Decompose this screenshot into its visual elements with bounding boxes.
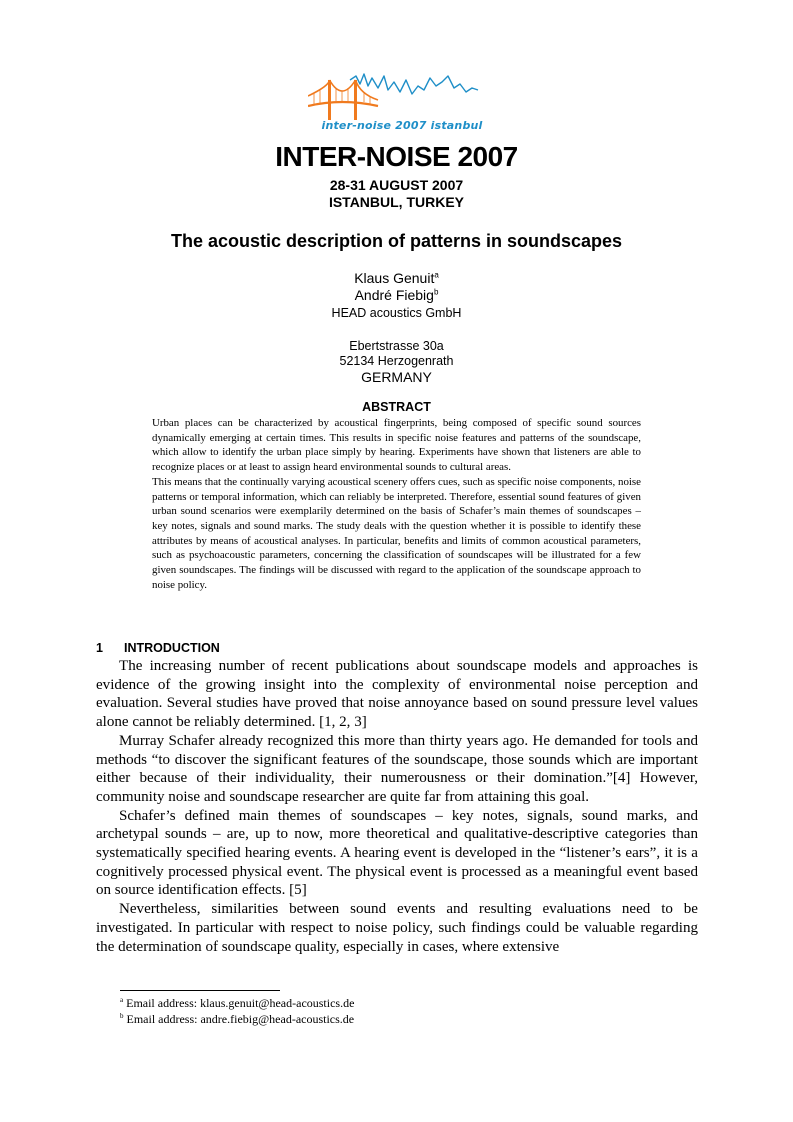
author: André Fiebig$^b$ xyxy=(354,287,439,303)
address-line: 52134 Herzogenrath xyxy=(339,354,454,368)
abstract-paragraph: Urban places can be characterized by acoustical fingerprints, being composed of specific sound sources dynamically emerging at certain times. This results in specific noise features and patterns of the soundscape, which allow to identify the urban place simply by hearing. Experiments have shown that listeners are able to recognize places or at least to assign heard environmental sounds to cultural areas. xyxy=(152,417,641,474)
body-paragraph: Schafer’s defined main themes of soundscapes – key notes, signals, sound marks, and archetypal sounds – are, up to now, more theoretical and qualitative-descriptive categories than systematically specified hearing events. A hearing event is developed in the “listener’s ears”, it is a cognitively processed physical event. The physical event is processed as a meaningful event based on source identification effects. [5] xyxy=(96,807,698,899)
address-country: GERMANY xyxy=(361,369,432,385)
abstract-heading: ABSTRACT xyxy=(362,400,431,414)
body-paragraph: Nevertheless, similarities between sound events and resulting evaluations need to be investigated. In particular with respect to noise policy, such findings could be valuable regarding the determination of soundscape quality, especially in cases, where extensive xyxy=(96,901,698,955)
abstract-paragraph: This means that the continually varying acoustical scenery offers cues, such as specific noise components, noise patterns or temporal information, which can reliably be interpreted. Therefore, essential sound features of given urban sound scenarios were exemplarily determined on the basis of Schafer’s main themes of soundscapes – key notes, signals and sound marks. The study deals with the question whether it is possible to identify these attributes by means of acoustical analyses. In particular, benefits and limits of common acoustical parameters, such as psychoacoustic parameters, concerning the classification of soundscapes will be illustrated for a few given soundscapes. The findings will be discussed with regard to the application of the soundscape approach to noise policy. xyxy=(152,475,641,591)
affiliation: HEAD acoustics GmbH xyxy=(331,306,462,320)
footnote: $^a$ Email address: klaus.genuit@head-acoustics.de xyxy=(120,996,355,1010)
conference-dates: 28-31 AUGUST 2007 xyxy=(329,177,464,193)
logo-text: inter-noise 2007 istanbul xyxy=(321,119,483,132)
footnotes xyxy=(120,995,354,1027)
body-paragraph: Murray Schafer already recognized this more than thirty years ago. He demanded for tools and methods “to discover the significant features of the soundscape, those sounds which are important either because of their individuality, their numerousness or their domination.”[4] However, community noise and soundscape researcher are quite far from attaining this goal. xyxy=(96,732,698,805)
body-paragraph: The increasing number of recent publications about soundscape models and approaches is evidence of the growing insight into the complexity of environmental noise perception and evaluation. Several studies have proved that noise annoyance based on sound pressure level values alone cannot be reliably determined. [1, 2, 3] xyxy=(96,658,698,731)
section-heading: 1 INTRODUCTION xyxy=(96,641,220,655)
footnote: $^b$ Email address: andre.fiebig@head-acoustics.de xyxy=(120,1012,355,1026)
section-body xyxy=(96,657,698,956)
address-line: Ebertstrasse 30a xyxy=(349,339,444,353)
footnote-divider xyxy=(120,990,280,991)
abstract-body xyxy=(152,416,641,592)
paper-title: The acoustic description of patterns in soundscapes xyxy=(170,231,623,251)
author: Klaus Genuit$^a$ xyxy=(354,270,439,286)
conference-title: INTER-NOISE 2007 xyxy=(275,141,518,172)
conference-place: ISTANBUL, TURKEY xyxy=(328,194,465,210)
